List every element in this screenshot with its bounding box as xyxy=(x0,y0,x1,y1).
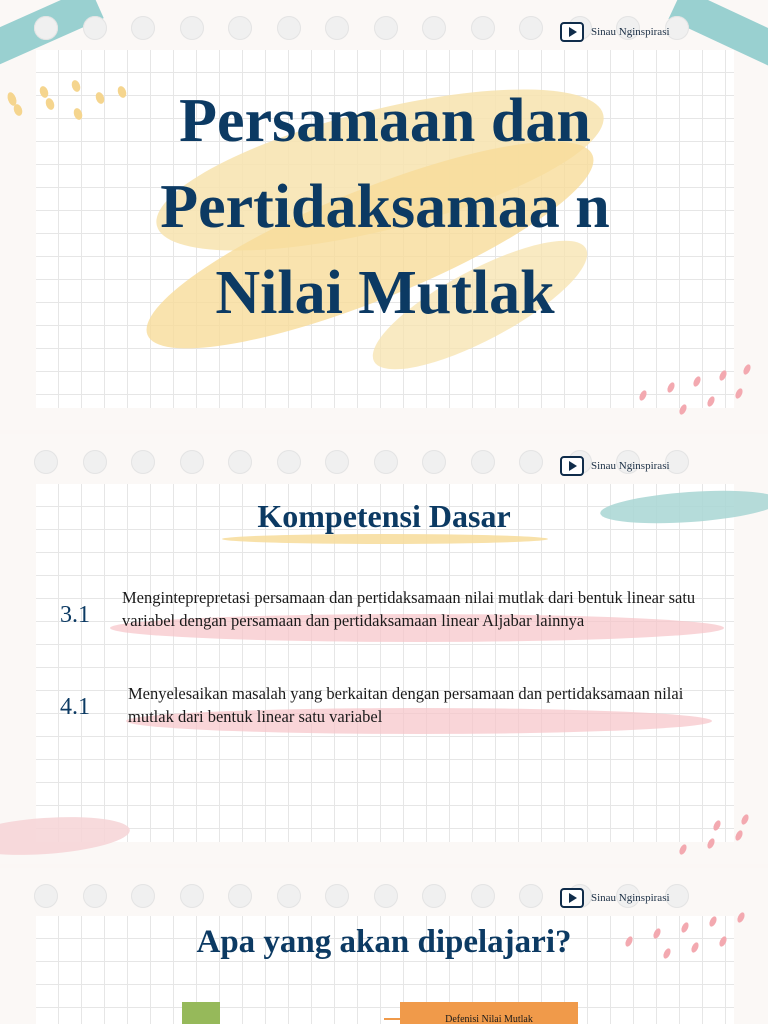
dot xyxy=(734,829,744,842)
brand-name: Sinau Nginspirasi xyxy=(591,26,670,38)
slide-agenda xyxy=(0,868,768,1024)
dot xyxy=(678,843,688,856)
dot xyxy=(742,363,752,376)
section-title: Kompetensi Dasar xyxy=(257,498,511,534)
dot xyxy=(736,911,746,924)
brand-logo xyxy=(560,456,670,476)
slide-kompetensi xyxy=(0,434,768,864)
kd-description: Menginteprepretasi persamaan dan pertidaksamaan nilai mutlak dari bentuk linear satu variabel dengan persamaan dan pertidaksamaan linear Aljabar lainnya xyxy=(122,588,696,630)
brand-name: Sinau Nginspirasi xyxy=(591,460,670,472)
kd-number: 3.1 xyxy=(60,602,90,628)
page-title: Persamaan dan Pertidaksamaa n Nilai Mutlak xyxy=(160,87,610,327)
brand-logo xyxy=(560,888,670,908)
kd-description: Menyelesaikan masalah yang berkaitan dengan persamaan dan pertidaksamaan nilai mutlak dari bentuk linear satu variabel xyxy=(128,684,684,726)
brand-logo xyxy=(560,22,670,42)
topic-label: Defenisi Nilai Mutlak xyxy=(445,1014,533,1024)
pink-brush-stroke xyxy=(0,812,131,860)
topic-box xyxy=(400,1002,578,1024)
section-title: Apa yang akan dipelajari? xyxy=(196,924,572,960)
kd-number: 4.1 xyxy=(60,694,90,720)
dot xyxy=(734,387,744,400)
green-box xyxy=(182,1002,220,1024)
connector-line xyxy=(384,1018,400,1020)
yellow-underline xyxy=(222,534,548,544)
dot xyxy=(740,813,750,826)
slide-title xyxy=(0,0,768,430)
dot xyxy=(12,103,24,117)
play-icon xyxy=(560,22,584,42)
brand-name: Sinau Nginspirasi xyxy=(591,892,670,904)
play-icon xyxy=(560,888,584,908)
play-icon xyxy=(560,456,584,476)
